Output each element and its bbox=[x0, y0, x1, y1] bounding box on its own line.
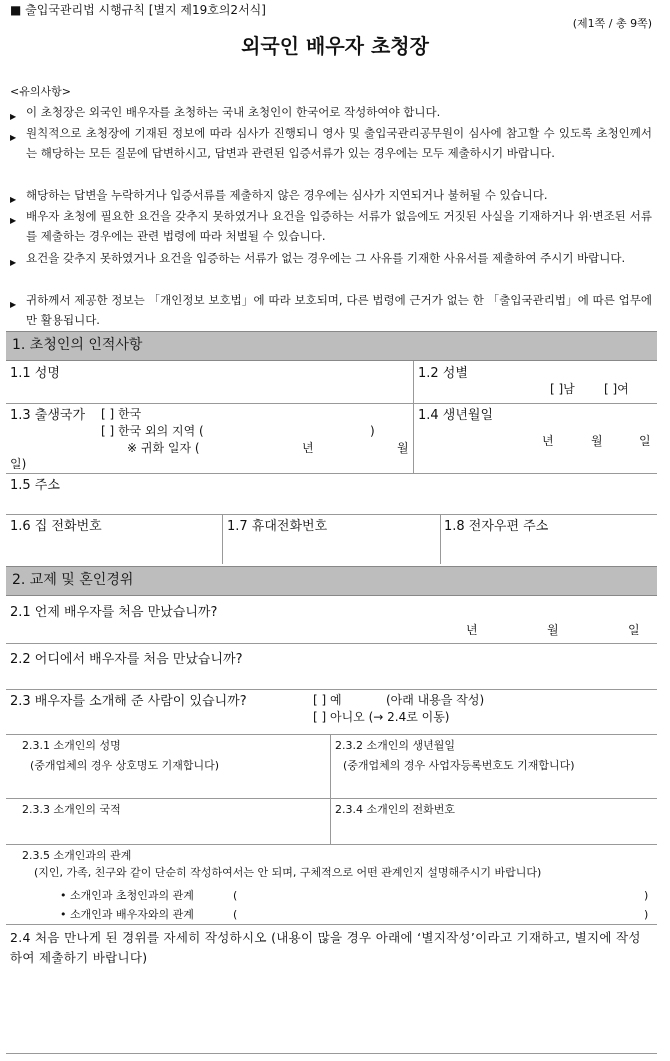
introducer-yes-checkbox[interactable]: [ ] 예 bbox=[313, 693, 342, 707]
relation-to-spouse-label: • 소개인과 배우자와의 관계 bbox=[60, 908, 194, 921]
introducer-yes-note: (아래 내용을 작성) bbox=[386, 693, 485, 707]
bd-month-label[interactable]: 월 bbox=[591, 434, 603, 448]
bd-year-label[interactable]: 년 bbox=[542, 434, 554, 448]
introducer-relation-label: 2.3.5 소개인과의 관계 bbox=[22, 849, 132, 862]
met-month-label[interactable]: 월 bbox=[547, 623, 559, 637]
page-indicator: (제1쪽 / 총 9쪽) bbox=[572, 17, 652, 30]
divider bbox=[330, 734, 331, 844]
first-met-question: 2.1 언제 배우자를 처음 만났습니까? bbox=[10, 605, 218, 620]
first-met-place-question[interactable]: 2.2 어디에서 배우자를 처음 만났습니까? bbox=[10, 652, 243, 667]
triangle-bullet-icon: ▶ bbox=[10, 112, 17, 121]
introducer-name-label[interactable]: 2.3.1 소개인의 성명 bbox=[22, 739, 121, 752]
section-1-header bbox=[6, 331, 657, 361]
divider bbox=[6, 924, 657, 925]
met-day-label[interactable]: 일 bbox=[628, 623, 640, 637]
korea-checkbox[interactable]: [ ] 한국 bbox=[101, 407, 142, 421]
notes-label: <유의사항> bbox=[10, 85, 71, 98]
paren-close: ) bbox=[644, 908, 649, 921]
divider bbox=[413, 361, 414, 473]
divider bbox=[6, 734, 657, 735]
divider bbox=[6, 798, 657, 799]
divider bbox=[6, 844, 657, 845]
introducer-name-note: (중개업체의 경우 상호명도 기재합니다) bbox=[30, 759, 220, 772]
section-2-title: 2. 교제 및 혼인경위 bbox=[12, 572, 134, 588]
divider bbox=[222, 514, 223, 564]
introducer-nationality-label[interactable]: 2.3.3 소개인의 국적 bbox=[22, 803, 121, 816]
introducer-no-checkbox[interactable]: [ ] 아니오 (→ 2.4로 이동) bbox=[313, 710, 450, 724]
day-label: 일) bbox=[10, 457, 27, 471]
relation-to-inviter-label: • 소개인과 초청인과의 관계 bbox=[60, 889, 194, 902]
paren-close: ) bbox=[644, 889, 649, 902]
divider bbox=[6, 473, 657, 474]
naturalization-date-label: ※ 귀화 일자 ( bbox=[127, 441, 200, 455]
meeting-circumstances-question[interactable]: 2.4 처음 만나게 된 경위를 자세히 작성하시오 (내용이 많을 경우 아래에 ‘별지작성’이라고 기재하고, 별지에 작성하여 제출하기 바랍니다) bbox=[10, 930, 641, 965]
triangle-bullet-icon: ▶ bbox=[10, 300, 17, 309]
section-2-header bbox=[6, 566, 657, 596]
paren-close: ) bbox=[370, 424, 375, 438]
divider bbox=[6, 514, 657, 515]
outside-korea-checkbox[interactable]: [ ] 한국 외의 지역 ( bbox=[101, 424, 204, 438]
address-label[interactable]: 1.5 주소 bbox=[10, 478, 60, 493]
name-label[interactable]: 1.1 성명 bbox=[10, 366, 60, 381]
paren-open: ( bbox=[233, 889, 238, 902]
introducer-question: 2.3 배우자를 소개해 준 사람이 있습니까? bbox=[10, 694, 247, 709]
year-label: 년 bbox=[302, 441, 314, 455]
birthdate-label: 1.4 생년월일 bbox=[418, 408, 494, 423]
month-label: 월 bbox=[397, 441, 409, 455]
introducer-phone-label[interactable]: 2.3.4 소개인의 전화번호 bbox=[335, 803, 455, 816]
sex-label: 1.2 성별 bbox=[418, 366, 468, 381]
divider bbox=[6, 643, 657, 644]
regulation-reference: ■ 출입국관리법 시행규칙 [별지 제19호의2서식] bbox=[10, 3, 266, 17]
divider bbox=[440, 514, 441, 564]
introducer-birthdate-note: (중개업체의 경우 사업자등록번호도 기재합니다) bbox=[343, 759, 575, 772]
triangle-bullet-icon: ▶ bbox=[10, 133, 17, 142]
birth-country-label: 1.3 출생국가 bbox=[10, 408, 86, 423]
female-checkbox[interactable]: [ ]여 bbox=[604, 382, 629, 396]
met-year-label[interactable]: 년 bbox=[466, 623, 478, 637]
divider bbox=[6, 689, 657, 690]
male-checkbox[interactable]: [ ]남 bbox=[550, 382, 575, 396]
section-1-title: 1. 초청인의 인적사항 bbox=[12, 337, 143, 353]
paren-open: ( bbox=[233, 908, 238, 921]
divider bbox=[6, 1053, 657, 1054]
bd-day-label[interactable]: 일 bbox=[639, 434, 651, 448]
triangle-bullet-icon: ▶ bbox=[10, 216, 17, 225]
email-label[interactable]: 1.8 전자우편 주소 bbox=[444, 519, 549, 534]
triangle-bullet-icon: ▶ bbox=[10, 258, 17, 267]
introducer-birthdate-label[interactable]: 2.3.2 소개인의 생년월일 bbox=[335, 739, 455, 752]
mobile-phone-label[interactable]: 1.7 휴대전화번호 bbox=[227, 519, 328, 534]
page-title: 외국인 배우자 초청장 bbox=[241, 34, 429, 58]
triangle-bullet-icon: ▶ bbox=[10, 195, 17, 204]
divider bbox=[6, 403, 657, 404]
home-phone-label[interactable]: 1.6 집 전화번호 bbox=[10, 519, 102, 534]
introducer-relation-note: (지인, 가족, 친구와 같이 단순히 작성하여서는 안 되며, 구체적으로 어떤 관계인지 설명해주시기 바랍니다) bbox=[34, 866, 542, 879]
